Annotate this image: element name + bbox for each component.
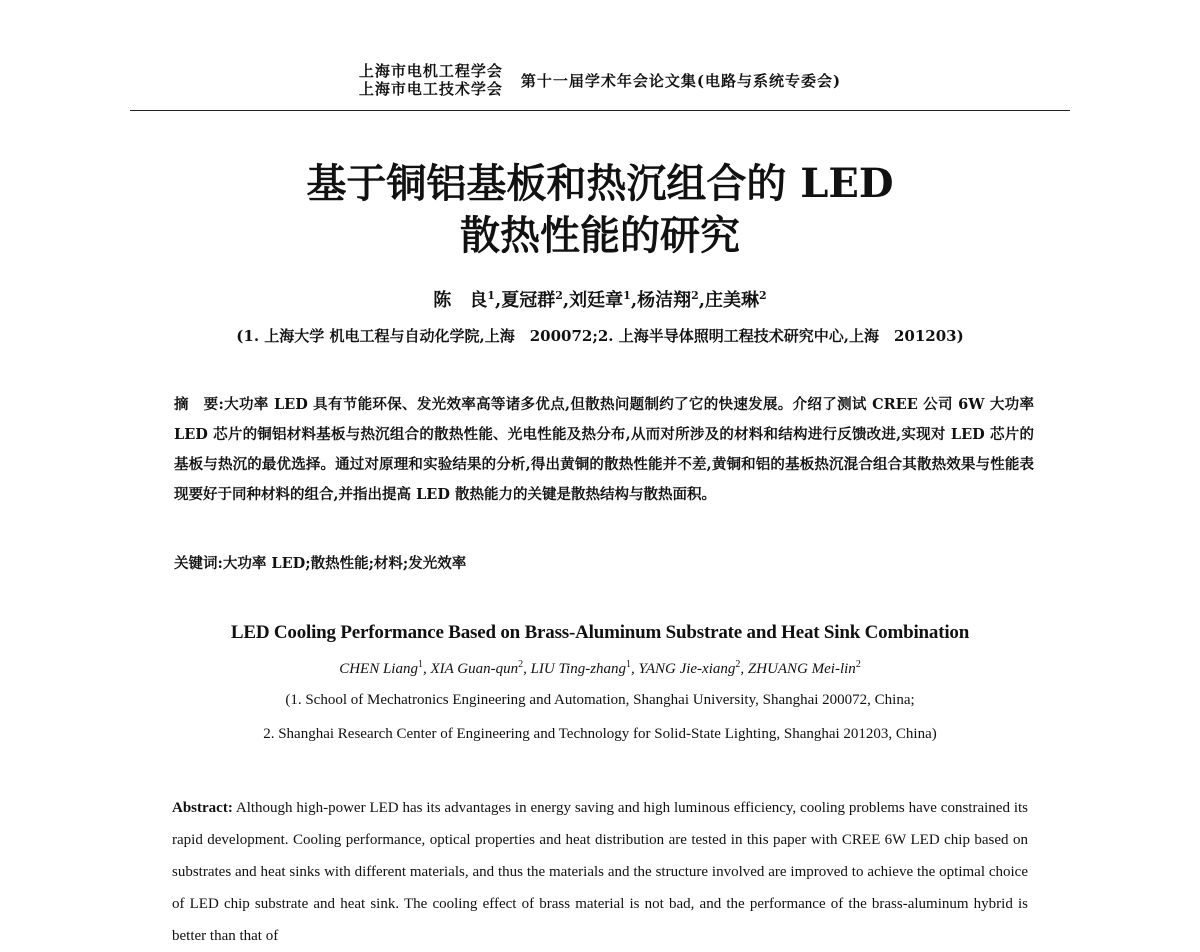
authors-cn: 陈 良$^1$,夏冠群$^2$,刘廷章$^1$,杨洁翔$^2$,庄美琳$^2$ (433, 289, 767, 311)
society-names (359, 62, 503, 98)
proceedings-title: 第十一届学术年会论文集(电路与系统专委会) (520, 71, 842, 90)
abstract-cn (174, 390, 1034, 510)
keywords-cn-text: 大功率 LED;散热性能;材料;发光效率 (222, 555, 467, 572)
author-cn: 杨洁翔 (637, 290, 692, 311)
paper-title-cn-line1: 基于铜铝基板和热沉组合的 LED (306, 160, 894, 207)
author-en: YANG Jie-xiang (638, 661, 736, 677)
author-affiliation-mark: 2 (691, 289, 699, 302)
author-affiliation-mark: 2 (555, 289, 563, 302)
journal-header (0, 62, 1200, 98)
society-name-2: 上海市电工技术学会 (358, 80, 503, 98)
society-name-1: 上海市电机工程学会 (358, 62, 503, 80)
author-cn: 庄美琳 (705, 290, 760, 311)
affiliation-en-line2: 2. Shanghai Research Center of Engineering and Technology for Solid-State Lighting, Shanghai 201203, China) (263, 726, 937, 742)
author-en: XIA Guan-qun (430, 661, 519, 677)
author-en: LIU Ting-zhang (530, 661, 627, 677)
author-affiliation-mark: 2 (518, 659, 524, 670)
author-cn: 夏冠群 (501, 290, 556, 311)
author-affiliation-mark: 1 (623, 289, 631, 302)
abstract-en-label: Abstract: (172, 800, 233, 816)
author-affiliation-mark: 2 (855, 659, 861, 670)
author-affiliation-mark: 1 (417, 659, 423, 670)
author-affiliation-mark: 2 (759, 289, 767, 302)
author-en: CHEN Liang (339, 661, 418, 677)
keywords-cn-label: 关键词: (174, 555, 223, 572)
author-cn: 陈 良 (433, 290, 488, 311)
keywords-cn (174, 552, 1034, 573)
author-affiliation-mark: 1 (487, 289, 495, 302)
author-en: ZHUANG Mei-lin (747, 661, 856, 677)
author-cn: 刘廷章 (569, 290, 624, 311)
abstract-en-text: Although high-power LED has its advantages in energy saving and high luminous efficiency, cooling problems have constrained its rapid development. Cooling performance, optical properties and heat distribution are tested in this paper with CREE 6W LED chip based on substrates and heat sinks with different materials, and thus the materials and the structure involved are improved to achieve the optimal choice of LED chip substrate and heat sink. The cooling effect of brass material is not bad, and the performance of the brass-aluminum hybrid is better than that of (172, 800, 1028, 944)
abstract-cn-text: 大功率 LED 具有节能环保、发光效率高等诸多优点,但散热问题制约了它的快速发展。介绍了测试 CREE 公司 6W 大功率 LED 芯片的铜铝材料基板与热沉组合的散热性能、光电性能及热分布,从而对所涉及的材料和结构进行反馈改进,实现对 LED 芯片的基板与热沉的最优选择。通过对原理和实验结果的分析,得出黄铜的散热性能并不差,黄铜和铝的基板热沉混合组合其散热效果与性能表现要好于同种材料的组合,并指出提高 LED 散热能力的关键是散热结构与散热面积。 (174, 396, 1034, 503)
affiliation-cn: (1. 上海大学 机电工程与自动化学院,上海 200072;2. 上海半导体照明工程技术研究中心,上海 201203) (236, 327, 964, 345)
header-rule (130, 110, 1070, 111)
abstract-en (172, 792, 1028, 952)
paper-title-cn-line2: 散热性能的研究 (460, 212, 740, 259)
abstract-cn-label: 摘 要: (174, 396, 224, 413)
paper-title-en: LED Cooling Performance Based on Brass-Aluminum Substrate and Heat Sink Combination (230, 622, 970, 643)
author-affiliation-mark: 1 (626, 659, 632, 670)
affiliation-en-line1: (1. School of Mechatronics Engineering and Automation, Shanghai University, Shanghai 200072, China; (285, 692, 915, 708)
authors-en: CHEN Liang$^1$, XIA Guan-qun$^2$, LIU Ting-zhang$^1$, YANG Jie-xiang$^2$, ZHUANG Mei-lin$^2$ (339, 659, 861, 677)
author-affiliation-mark: 2 (735, 659, 741, 670)
